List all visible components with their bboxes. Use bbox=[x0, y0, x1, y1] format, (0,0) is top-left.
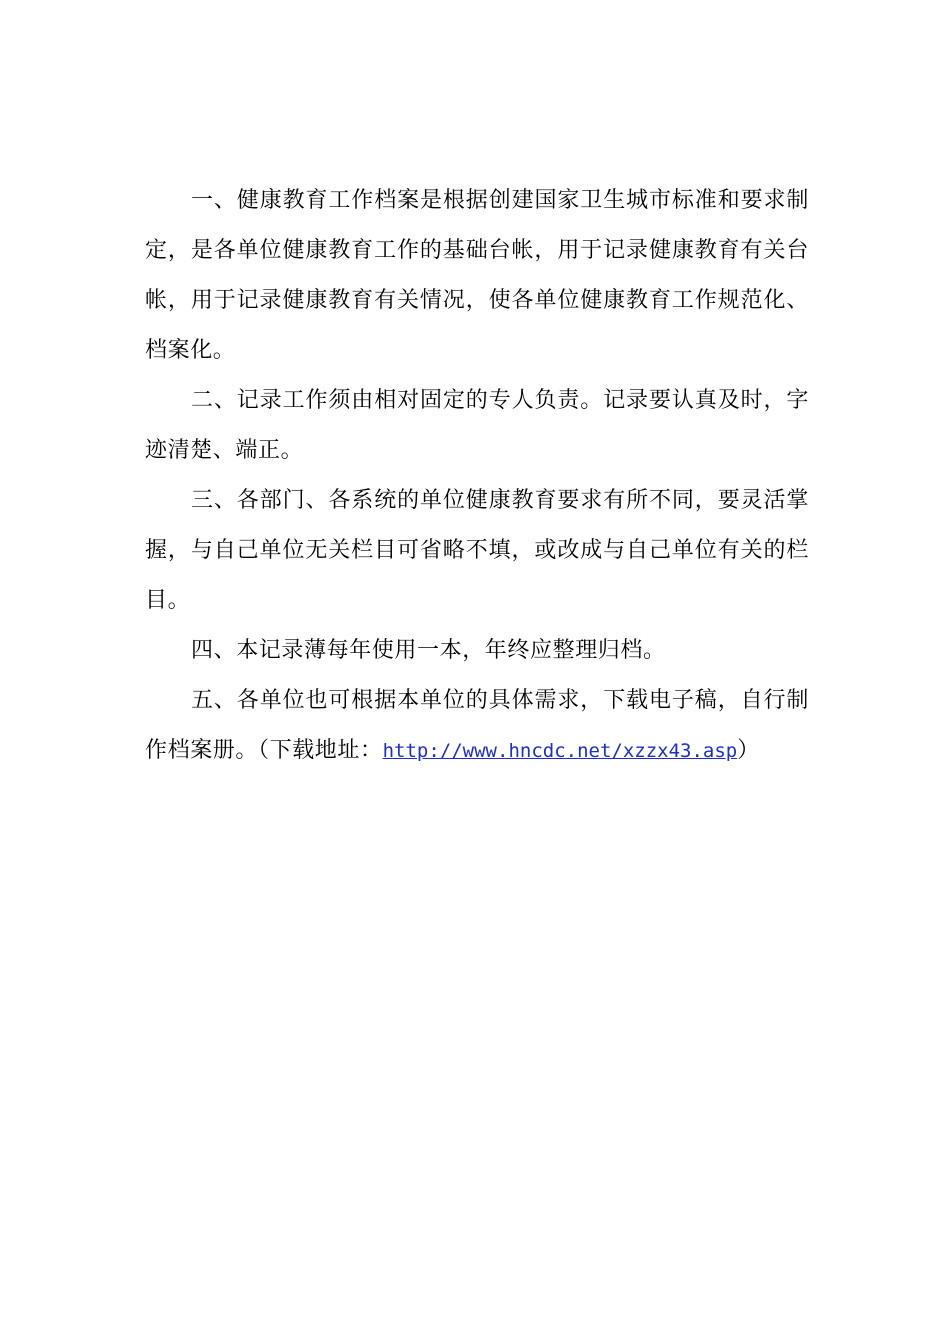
download-link[interactable]: http://www.hncdc.net/xzzx43.asp bbox=[382, 740, 738, 762]
paragraph-5 bbox=[145, 676, 809, 776]
document-body bbox=[145, 176, 809, 776]
paragraph-2: 二、记录工作须由相对固定的专人负责。记录要认真及时，字迹清楚、端正。 bbox=[145, 388, 809, 463]
paragraph-1: 一、健康教育工作档案是根据创建国家卫生城市标准和要求制定，是各单位健康教育工作的基础台帐，用于记录健康教育有关台帐，用于记录健康教育有关情况，使各单位健康教育工作规范化、档案化。 bbox=[145, 188, 809, 363]
paragraph-3: 三、各部门、各系统的单位健康教育要求有所不同，要灵活掌握，与自己单位无关栏目可省略不填，或改成与自己单位有关的栏目。 bbox=[145, 488, 809, 613]
paragraph-5-suffix: ） bbox=[737, 738, 760, 763]
paragraph-5-text: 五、各单位也可根据本单位的具体需求，下载电子稿，自行制作档案册。（下载地址： bbox=[145, 688, 809, 763]
paragraph-4: 四、本记录薄每年使用一本，年终应整理归档。 bbox=[191, 638, 666, 663]
